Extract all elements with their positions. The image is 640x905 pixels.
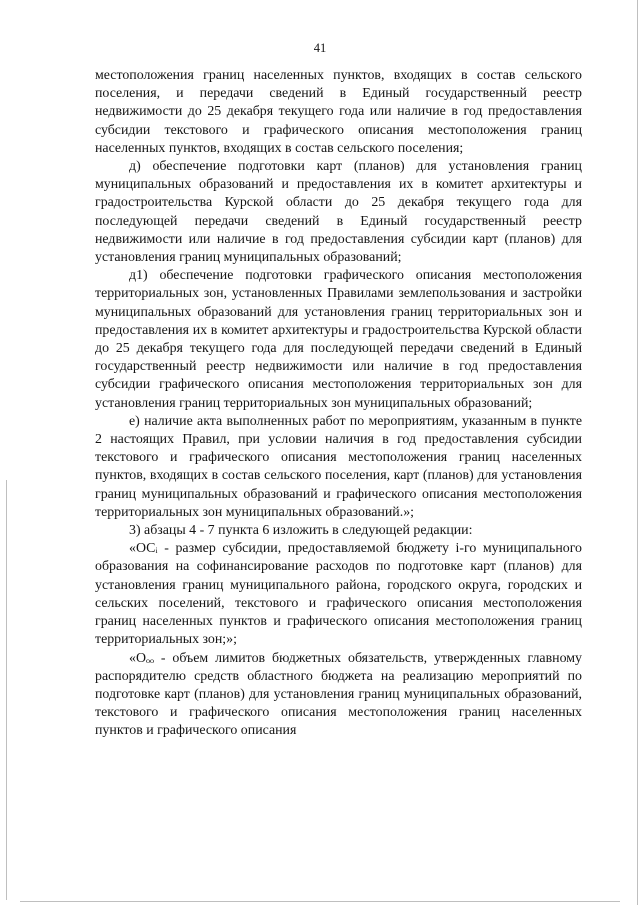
scan-edge-mark-left [6,480,7,900]
paragraph-location-boundaries: местоположения границ населенных пунктов, входящих в состав сельского поселения, и передачи сведений в Единый государственный реестр недвижимости до 25 декабря текущего года или наличие в год предоставления субсидии текстового и графического описания местоположения границ населенных пунктов, входящих в состав сельского поселения; [95,68,582,156]
page-number: 41 [313,41,327,55]
paragraph-ooo-definition: «Oₒₒ - объем лимитов бюджетных обязательств, утвержденных главному распорядителю средств областного бюджета на реализацию мероприятий по подготовке карт (планов) для установления границ муниципальных образований, текстового и графического описания местоположения границ населенных пунктов и графического описания [95,650,582,739]
document-body [95,67,582,741]
scan-edge-mark-right [637,0,638,905]
paragraph-item-d1: д1) обеспечение подготовки графического описания местоположения территориальных зон, установленных Правилами землепользования и застройки муниципальных образований для установления границ территориальных зон и предоставления их в комитет архитектуры и градостроительства Курской области до 25 декабря текущего года для последующей передачи сведений в Единый государственный реестр недвижимости или наличие в год предоставления субсидии графического описания местоположения территориальных зон для установления границ территориальных зон муниципальных образований; [95,268,582,411]
scan-edge-mark-bottom [20,901,620,902]
paragraph-item-d: д) обеспечение подготовки карт (планов) для установления границ муниципальных образований и предоставления их в комитет архитектуры и градостроительства Курской области до 25 декабря текущего года для последующей передачи сведений в Единый государственный реестр недвижимости или наличие в год предоставления субсидии карт (планов) для установления границ муниципальных образований; [95,159,582,266]
paragraph-item-e: е) наличие акта выполненных работ по мероприятиям, указанным в пункте 2 настоящих Правил, при условии наличия в год предоставления субсидии текстового и графического описания местоположения границ населенных пунктов, входящих в состав сельского поселения, карт (планов) для установления границ муниципальных образований и графического описания местоположения территориальных зон муниципальных образований.»; [95,413,582,520]
paragraph-osi-definition: «ОСᵢ - размер субсидии, предоставляемой бюджету i-го муниципального образования на софинансирование расходов по подготовке карт (планов) для установления границ муниципального района, городского округа, городских и сельских поселений, текстового и графического описания местоположения границ населенных пунктов и графического описания местоположения границ территориальных зон;»; [95,541,582,648]
paragraph-item-3: 3) абзацы 4 - 7 пункта 6 изложить в следующей редакции: [129,523,473,539]
